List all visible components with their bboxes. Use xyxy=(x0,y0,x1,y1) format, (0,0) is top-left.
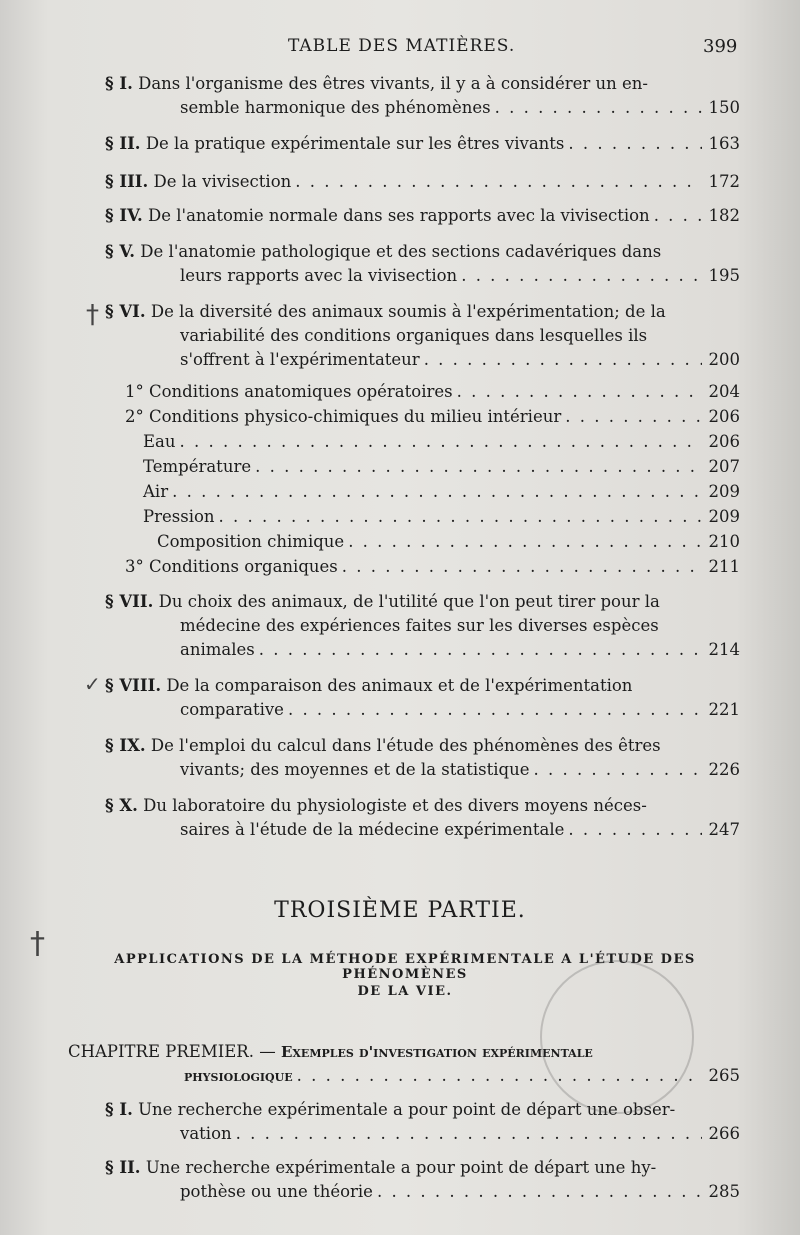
chapter-title: Exemples d'investigation expérimentale xyxy=(280,1043,593,1061)
entry-text: De la vivisection xyxy=(153,172,292,191)
section-number: § I. xyxy=(105,1100,133,1119)
chapter-heading: CHAPITRE PREMIER. — xyxy=(68,1042,276,1061)
entry-text: De la diversité des animaux soumis à l'expérimentation; de la xyxy=(150,302,666,321)
entry-text: vivants; des moyennes et de la statistique xyxy=(180,760,530,779)
entry-text: variabilité des conditions organiques dans lesquelles ils xyxy=(180,326,648,345)
entry-text: médecine des expériences faites sur les diverses espèces xyxy=(180,616,659,635)
handwritten-cross-mark: † xyxy=(30,926,45,961)
part-subtitle: APPLICATIONS DE LA MÉTHODE EXPÉRIMENTALE A L'ÉTUDE DES PHÉNOMÈNES xyxy=(114,952,696,982)
entry-page: 207 xyxy=(708,457,740,476)
section-number: § II. xyxy=(105,134,141,153)
section-number: § IX. xyxy=(105,736,146,755)
toc-entry xyxy=(105,590,740,662)
sub-entry-text: 1° Conditions anatomiques opératoires xyxy=(125,382,453,401)
section-number: § VIII. xyxy=(105,676,162,695)
toc-entry xyxy=(105,204,740,228)
part-subtitle: DE LA VIE. xyxy=(357,984,453,999)
entry-text: vation xyxy=(180,1124,232,1143)
page-header xyxy=(0,36,800,60)
entry-page: 265 xyxy=(708,1066,740,1085)
entry-text: De l'emploi du calcul dans l'étude des phénomènes des êtres xyxy=(150,736,661,755)
section-number: § I. xyxy=(105,74,133,93)
toc-entry xyxy=(105,240,740,288)
entry-page: 206 xyxy=(708,432,740,451)
entry-text: comparative xyxy=(180,700,284,719)
entry-text: Dans l'organisme des êtres vivants, il y a à considérer un en- xyxy=(138,74,648,93)
running-title: TABLE DES MATIÈRES. xyxy=(288,36,516,56)
entry-text: leurs rapports avec la vivisection xyxy=(180,266,458,285)
entry-text: saires à l'étude de la médecine expérimentale xyxy=(180,820,565,839)
entry-page: 209 xyxy=(708,482,740,501)
entry-text: animales xyxy=(180,640,255,659)
toc-entry xyxy=(105,1156,740,1204)
section-number: § IV. xyxy=(105,206,143,225)
toc-entry xyxy=(105,674,740,722)
library-stamp xyxy=(540,960,694,1114)
toc-entry xyxy=(105,72,740,120)
entry-page: 214 xyxy=(708,640,740,659)
handwritten-cross-mark: † xyxy=(86,300,99,330)
entry-page: 163 xyxy=(708,134,740,153)
entry-page: 206 xyxy=(708,407,740,426)
entry-text: De l'anatomie pathologique et des sections cadavériques dans xyxy=(140,242,662,261)
part-title: TROISIÈME PARTIE. xyxy=(274,898,526,923)
entry-page: 209 xyxy=(708,507,740,526)
entry-text: Une recherche expérimentale a pour point de départ une obser- xyxy=(138,1100,676,1119)
entry-page: 221 xyxy=(708,700,740,719)
entry-page: 172 xyxy=(708,172,740,191)
toc-entry xyxy=(105,132,740,156)
section-number: § II. xyxy=(105,1158,141,1177)
entry-text: Une recherche expérimentale a pour point de départ une hy- xyxy=(145,1158,657,1177)
entry-page: 210 xyxy=(708,532,740,551)
entry-page: 150 xyxy=(708,98,740,117)
section-number: § V. xyxy=(105,242,136,261)
entry-text: De l'anatomie normale dans ses rapports avec la vivisection xyxy=(148,206,650,225)
toc-sub-list xyxy=(105,380,740,580)
entry-text: pothèse ou une théorie xyxy=(180,1182,373,1201)
sub-entry-text: Air xyxy=(143,482,169,501)
chapter-title: physiologique xyxy=(184,1067,293,1085)
handwritten-arrow-mark: ✓ xyxy=(84,672,101,696)
section-number: § X. xyxy=(105,796,138,815)
entry-page: 195 xyxy=(708,266,740,285)
entry-text: Du laboratoire du physiologiste et des divers moyens néces- xyxy=(143,796,647,815)
sub-entry-text: Eau xyxy=(143,432,176,451)
entry-page: 211 xyxy=(708,557,740,576)
section-number: § VI. xyxy=(105,302,146,321)
toc-entry xyxy=(105,794,740,842)
entry-page: 226 xyxy=(708,760,740,779)
sub-entry-text: Température xyxy=(143,457,252,476)
entry-page: 204 xyxy=(708,382,740,401)
toc-entry xyxy=(105,734,740,782)
entry-text: De la comparaison des animaux et de l'expérimentation xyxy=(166,676,633,695)
entry-page: 200 xyxy=(708,350,740,369)
sub-entry-text: Composition chimique xyxy=(157,532,345,551)
sub-entry-text: Pression xyxy=(143,507,215,526)
section-number: § VII. xyxy=(105,592,154,611)
toc-entry xyxy=(105,300,740,372)
section-number: § III. xyxy=(105,172,149,191)
entry-text: semble harmonique des phénomènes xyxy=(180,98,491,117)
entry-page: 285 xyxy=(708,1182,740,1201)
entry-page: 182 xyxy=(708,206,740,225)
page-number: 399 xyxy=(703,36,738,57)
toc-entry xyxy=(105,170,740,194)
sub-entry-text: 3° Conditions organiques xyxy=(125,557,338,576)
entry-text: Du choix des animaux, de l'utilité que l'on peut tirer pour la xyxy=(158,592,660,611)
entry-text: De la pratique expérimentale sur les êtres vivants xyxy=(145,134,565,153)
sub-entry-text: 2° Conditions physico-chimiques du milieu intérieur xyxy=(125,407,562,426)
entry-page: 247 xyxy=(708,820,740,839)
entry-page: 266 xyxy=(708,1124,740,1143)
entry-text: s'offrent à l'expérimentateur xyxy=(180,350,420,369)
